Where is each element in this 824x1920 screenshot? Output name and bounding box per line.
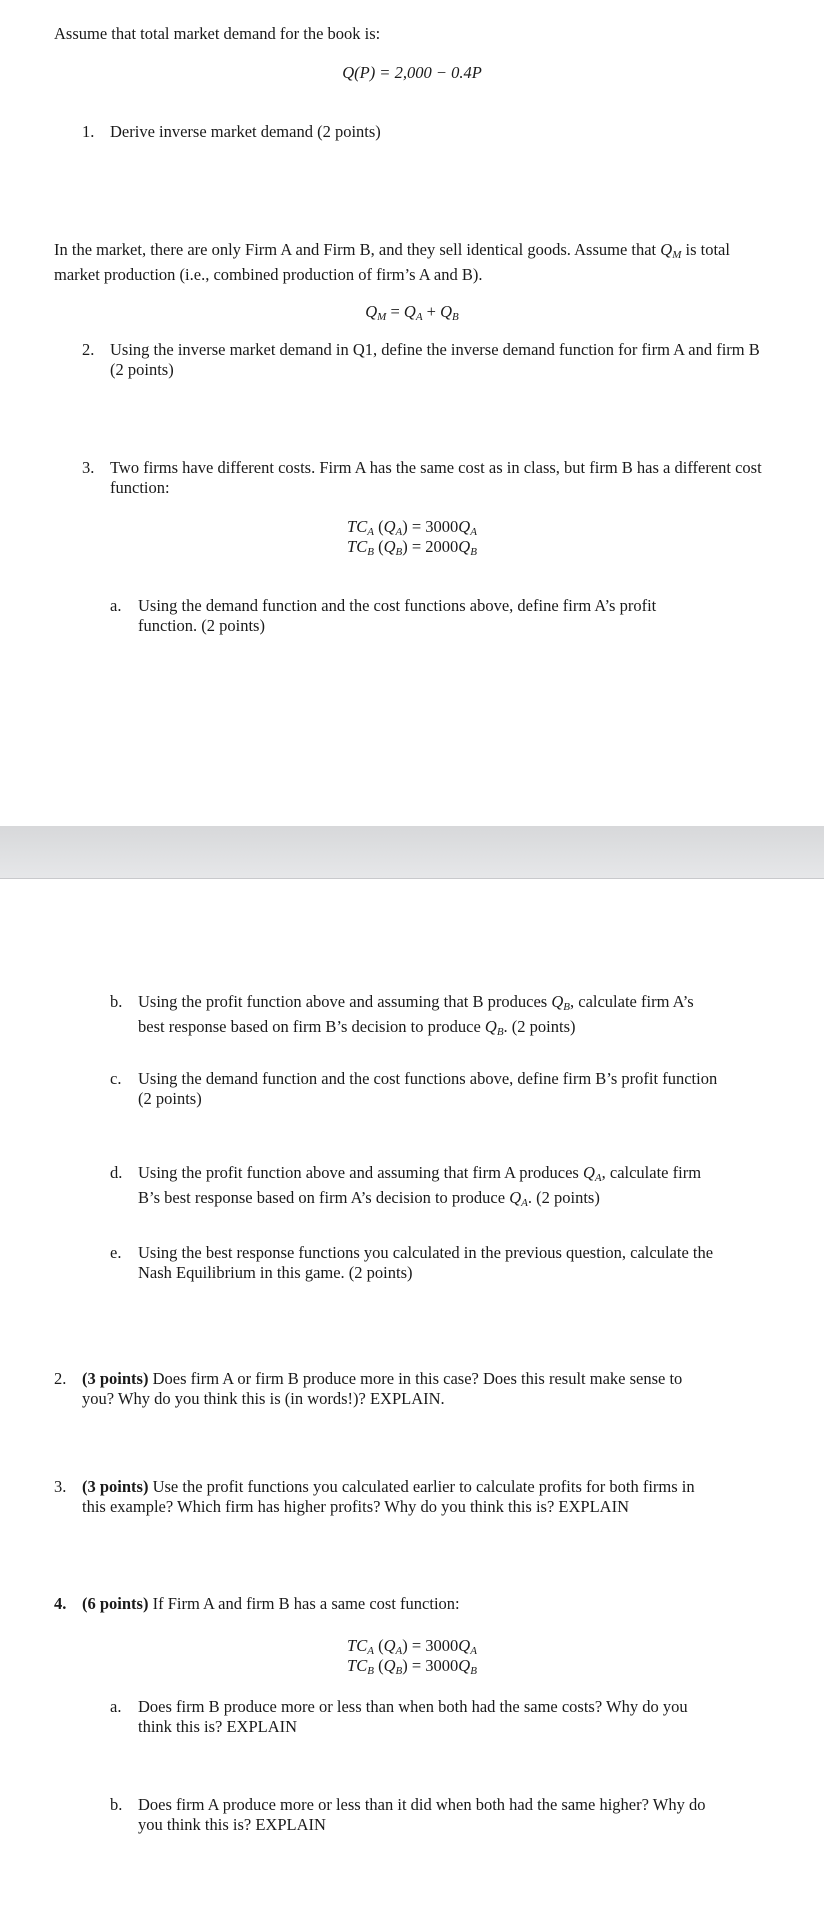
question-3e-label: e. — [110, 1243, 122, 1262]
question-3c-label: c. — [110, 1069, 122, 1088]
question-1-text: Derive inverse market demand (2 points) — [110, 122, 381, 141]
question-3c-text: Using the demand function and the cost functions above, define firm B’s profit function (2 points) — [138, 1069, 718, 1108]
question-3-number: 3. — [82, 458, 95, 477]
cost-function-b: $TC_B$ $(Q_B) = 2000Q_B$ — [347, 537, 477, 558]
cost-function-a-same: $TC_A$ $(Q_A) = 3000Q_A$ — [347, 1636, 477, 1657]
question-3a-label: a. — [110, 596, 122, 615]
document-page-2 — [0, 879, 824, 1920]
part-4a-text: Does firm B produce more or less than when both had the same costs? Why do you think this is? EXPLAIN — [138, 1697, 688, 1736]
market-quantity-equation: $Q_M = Q_A + Q_B$ — [365, 302, 459, 323]
cost-function-b-same: $TC_B$ $(Q_B) = 3000Q_B$ — [347, 1656, 477, 1677]
question-3d-label: d. — [110, 1163, 123, 1182]
question-3-text: Two firms have different costs. Firm A has the same cost as in class, but firm B has a different cost function: — [110, 458, 762, 497]
part-4-number: 4. — [54, 1594, 67, 1613]
market-intro: In the market, there are only Firm A and Firm B, and they sell identical goods. Assume that $Q_M$ is total market production (i.e., combined production of firm’s A and B). — [54, 240, 730, 284]
question-3b-label: b. — [110, 992, 123, 1011]
part-4-text: (6 points) If Firm A and firm B has a same cost function: — [82, 1594, 460, 1613]
part-4b-text: Does firm A produce more or less than it did when both had the same higher? Why do you think this is? EXPLAIN — [138, 1795, 706, 1834]
question-3a-text: Using the demand function and the cost functions above, define firm A’s profit function. (2 points) — [138, 596, 657, 635]
part-4b-label: b. — [110, 1795, 123, 1814]
part-4a-label: a. — [110, 1697, 122, 1716]
page-separator — [0, 826, 824, 879]
question-3e-text: Using the best response functions you calculated in the previous question, calculate the Nash Equilibrium in this game. (2 points) — [138, 1243, 714, 1282]
question-3d-text: Using the profit function above and assuming that firm A produces $Q_A$, calculate firm B’s best response based on firm A’s decision to produce $Q_A$. (2 points) — [138, 1163, 702, 1209]
demand-equation: Q(P) = 2,000 − 0.4P — [342, 63, 482, 82]
intro-text: Assume that total market demand for the book is: — [54, 24, 381, 43]
part-2-number: 2. — [54, 1369, 67, 1388]
document-page-1 — [0, 0, 824, 826]
question-1-number: 1. — [82, 122, 95, 141]
question-3b-text: Using the profit function above and assuming that B produces $Q_B$, calculate firm A’s best response based on firm B’s decision to produce $Q_B$. (2 points) — [138, 992, 694, 1038]
part-3-number: 3. — [54, 1477, 67, 1496]
part-3-text: (3 points) Use the profit functions you calculated earlier to calculate profits for both firms in this example? Which firm has higher profits? Why do you think this is? EXPLAIN — [82, 1477, 695, 1516]
part-2-text: (3 points) Does firm A or firm B produce more in this case? Does this result make sense to you? Why do you think this is (in words!)? EXPLAIN. — [82, 1369, 683, 1408]
question-2-text: Using the inverse market demand in Q1, define the inverse demand function for firm A and firm B (2 points) — [110, 340, 760, 379]
cost-function-a: $TC_A$ $(Q_A) = 3000Q_A$ — [347, 517, 477, 538]
question-2-number: 2. — [82, 340, 95, 359]
